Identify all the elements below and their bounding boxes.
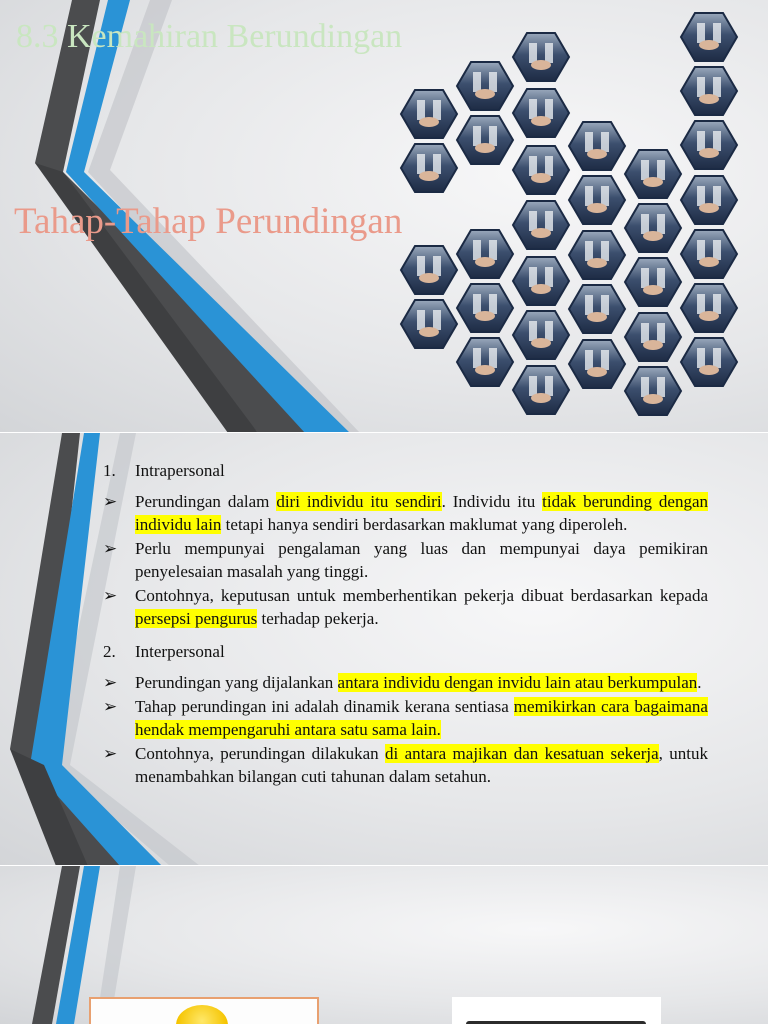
arrow-bullet-icon: ➢ [103, 586, 118, 605]
bullet-text: Perlu mempunyai pengalaman yang luas dan mempunyai daya pemikiran penyelesaian masalah yang tinggi. [135, 539, 708, 581]
slide-1 [0, 0, 768, 433]
highlighted-text: diri individu itu sendiri [276, 492, 442, 511]
arrow-bullet-icon: ➢ [103, 539, 118, 558]
section-interpersonal [103, 640, 708, 663]
dark-photo-frame [452, 997, 661, 1024]
arrow-bullet-icon: ➢ [103, 697, 118, 716]
slide-title: 8.3 Kemahiran Berundingan [16, 18, 403, 55]
slide-subtitle: Tahap-Tahap Perundingan [14, 201, 403, 242]
bullet-text: Contohnya, perundingan dilakukan [135, 744, 386, 763]
slide-2 [0, 433, 768, 866]
section-heading: Interpersonal [135, 642, 225, 661]
section-number: 1. [103, 461, 116, 480]
list-item [103, 490, 708, 536]
list-item [103, 671, 708, 694]
highlighted-text: di antara majikan dan kesatuan sekerja [385, 744, 659, 763]
arrow-bullet-icon: ➢ [103, 492, 118, 511]
bullet-text: , untuk menambahkan bilangan cuti tahunan dalam setahun. [135, 744, 708, 786]
section-heading: Intrapersonal [135, 461, 225, 480]
bullet-text: tetapi hanya sendiri berdasarkan maklumat yang diperoleh. [221, 515, 628, 534]
highlighted-text: antara individu dengan invidu lain atau berkumpulan [337, 673, 698, 692]
bullet-text: . Individu itu [441, 492, 543, 511]
list-item [103, 584, 708, 630]
list-item [103, 695, 708, 741]
slide-3 [0, 866, 768, 1024]
bullet-text: Perundingan yang dijalankan [135, 673, 338, 692]
handshake-photo-hex-grid [0, 0, 768, 433]
section-intrapersonal [103, 459, 708, 482]
highlighted-text: persepsi pengurus [135, 609, 258, 628]
bullet-text: . [697, 673, 702, 692]
list-item [103, 537, 708, 583]
bullet-text: Contohnya, keputusan untuk memberhentikan pekerja dibuat berdasarkan kepada [135, 586, 708, 605]
highlighted-text: memikirkan cara bagaimana hendak mempengaruhi antara satu sama lain. [135, 697, 708, 739]
arrow-bullet-icon: ➢ [103, 744, 118, 763]
highlighted-text: tidak berunding dengan individu lain [135, 492, 709, 534]
bullet-text: Perundingan dalam [135, 492, 277, 511]
bullet-text: Tahap perundingan ini adalah dinamik kerana sentiasa [135, 697, 514, 716]
bullet-text: terhadap pekerja. [257, 609, 379, 628]
section-number: 2. [103, 642, 116, 661]
arrow-bullet-icon: ➢ [103, 673, 118, 692]
negotiation-stages-content [103, 459, 708, 789]
list-item [103, 742, 708, 788]
